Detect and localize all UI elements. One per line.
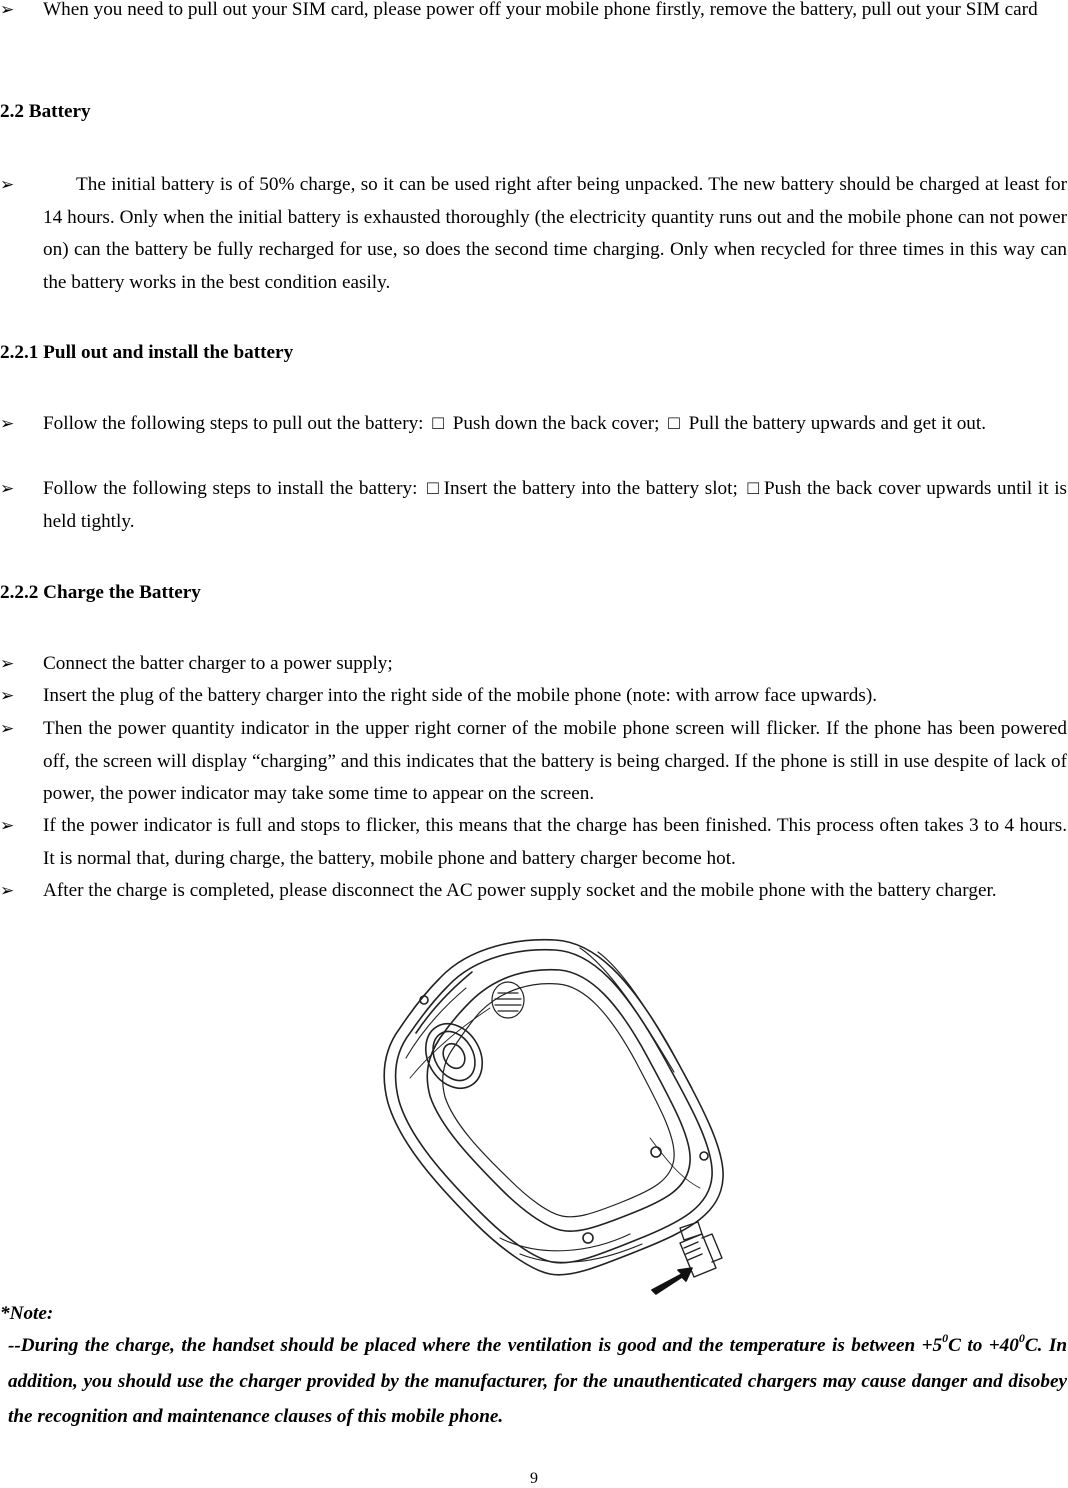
pull-out-bullet (0, 408, 1067, 441)
note-title: *Note: (0, 1303, 54, 1324)
charge-bullet-4 (0, 810, 1067, 875)
charge-text-5: After the charge is completed, please disconnect the AC power supply socket and the mobile phone with the battery charger. (43, 880, 997, 901)
note-text-unit: C to +40 (948, 1335, 1019, 1356)
battery-bullet (0, 169, 1067, 299)
phone-back-outline-icon (384, 940, 723, 1275)
charge-bullet-5 (0, 875, 1067, 908)
step-marker-icon: □ (747, 478, 760, 499)
bullet-arrow-icon: ➢ (0, 0, 15, 20)
camera-lens-icon (414, 1014, 493, 1099)
install-intro: Follow the following steps to install the battery: (43, 478, 418, 499)
bullet-arrow-icon: ➢ (0, 686, 15, 706)
page-number: 9 (530, 1470, 538, 1487)
charge-text-2: Insert the plug of the battery charger into the right side of the mobile phone (note: with arrow face upwards). (43, 685, 878, 706)
degree-superscript: 0 (942, 1330, 949, 1345)
sim-card-text: When you need to pull out your SIM card, please power off your mobile phone firstly, remove the battery, pull out your SIM card (43, 0, 1038, 20)
speaker-grille-icon (492, 982, 524, 1018)
bullet-arrow-icon: ➢ (0, 719, 15, 739)
screw-hole-icon (700, 1152, 708, 1160)
charge-text-4: If the power indicator is full and stops to flicker, this means that the charge has been finished. This process often takes 3 to 4 hours. It is normal that, during charge, the battery, mobile phone and battery charger become hot. (43, 815, 1067, 869)
note-text-a: --During the charge, the handset should be placed where the ventilation is good and the temperature is between +5 (8, 1335, 943, 1356)
degree-superscript: 0 (1018, 1330, 1025, 1345)
install-step-1: Insert the battery into the battery slot; (443, 478, 738, 499)
phone-charging-illustration (380, 938, 730, 1298)
step-marker-icon: □ (668, 413, 680, 434)
bullet-arrow-icon: ➢ (0, 654, 15, 674)
charge-bullet-1 (0, 648, 1067, 681)
bullet-arrow-icon: ➢ (0, 479, 15, 499)
step-marker-icon: □ (432, 413, 444, 434)
pull-out-step-1: Push down the back cover; (452, 413, 660, 434)
charge-text-3: Then the power quantity indicator in the upper right corner of the mobile phone screen will flicker. If the phone has been powered off, the screen will display “charging” and this indicates that the battery is being charged. If the phone is still in use despite of lack of power, the power indicator may take some time to appear on the screen. (43, 718, 1067, 804)
note-text-b: C. In addition, you should use the charger provided by the manufacturer, for the unauthenticated chargers may cause danger and disobey the recognition and maintenance clauses of this mobile phone. (8, 1335, 1068, 1427)
note-body (8, 1328, 1067, 1435)
section-heading-install: 2.2.1 Pull out and install the battery (0, 342, 294, 363)
charge-bullet-3 (0, 713, 1067, 811)
charging-port-icon (680, 1222, 702, 1240)
bullet-arrow-icon: ➢ (0, 816, 15, 836)
bullet-arrow-icon: ➢ (0, 881, 15, 901)
bullet-arrow-icon: ➢ (0, 414, 15, 434)
insert-arrow-icon (652, 1268, 692, 1294)
pull-out-intro: Follow the following steps to pull out the battery: (43, 413, 424, 434)
screw-hole-icon (583, 1233, 593, 1243)
charge-bullet-2 (0, 680, 1067, 713)
battery-text: The initial battery is of 50% charge, so it can be used right after being unpacked. The new battery should be charged at least for 14 hours. Only when the initial battery is exhausted thoroughly (the electricity quantity runs out and the mobile phone can not power on) can the battery be fully recharged for use, so does the second time charging. Only when recycled for three times in this way can the battery works in the best condition easily. (43, 174, 1067, 293)
screw-hole-icon (651, 1147, 661, 1157)
install-bullet (0, 473, 1068, 538)
step-marker-icon: □ (427, 478, 440, 499)
charge-text-1: Connect the batter charger to a power supply; (43, 653, 393, 674)
bullet-arrow-icon: ➢ (0, 175, 15, 195)
install-step-2: Push the back cover upwards until it is held tightly. (43, 478, 1068, 532)
pull-out-step-2: Pull the battery upwards and get it out. (688, 413, 987, 434)
section-heading-battery: 2.2 Battery (0, 101, 91, 122)
sim-card-bullet (0, 0, 1067, 27)
section-heading-charge: 2.2.2 Charge the Battery (0, 582, 201, 603)
